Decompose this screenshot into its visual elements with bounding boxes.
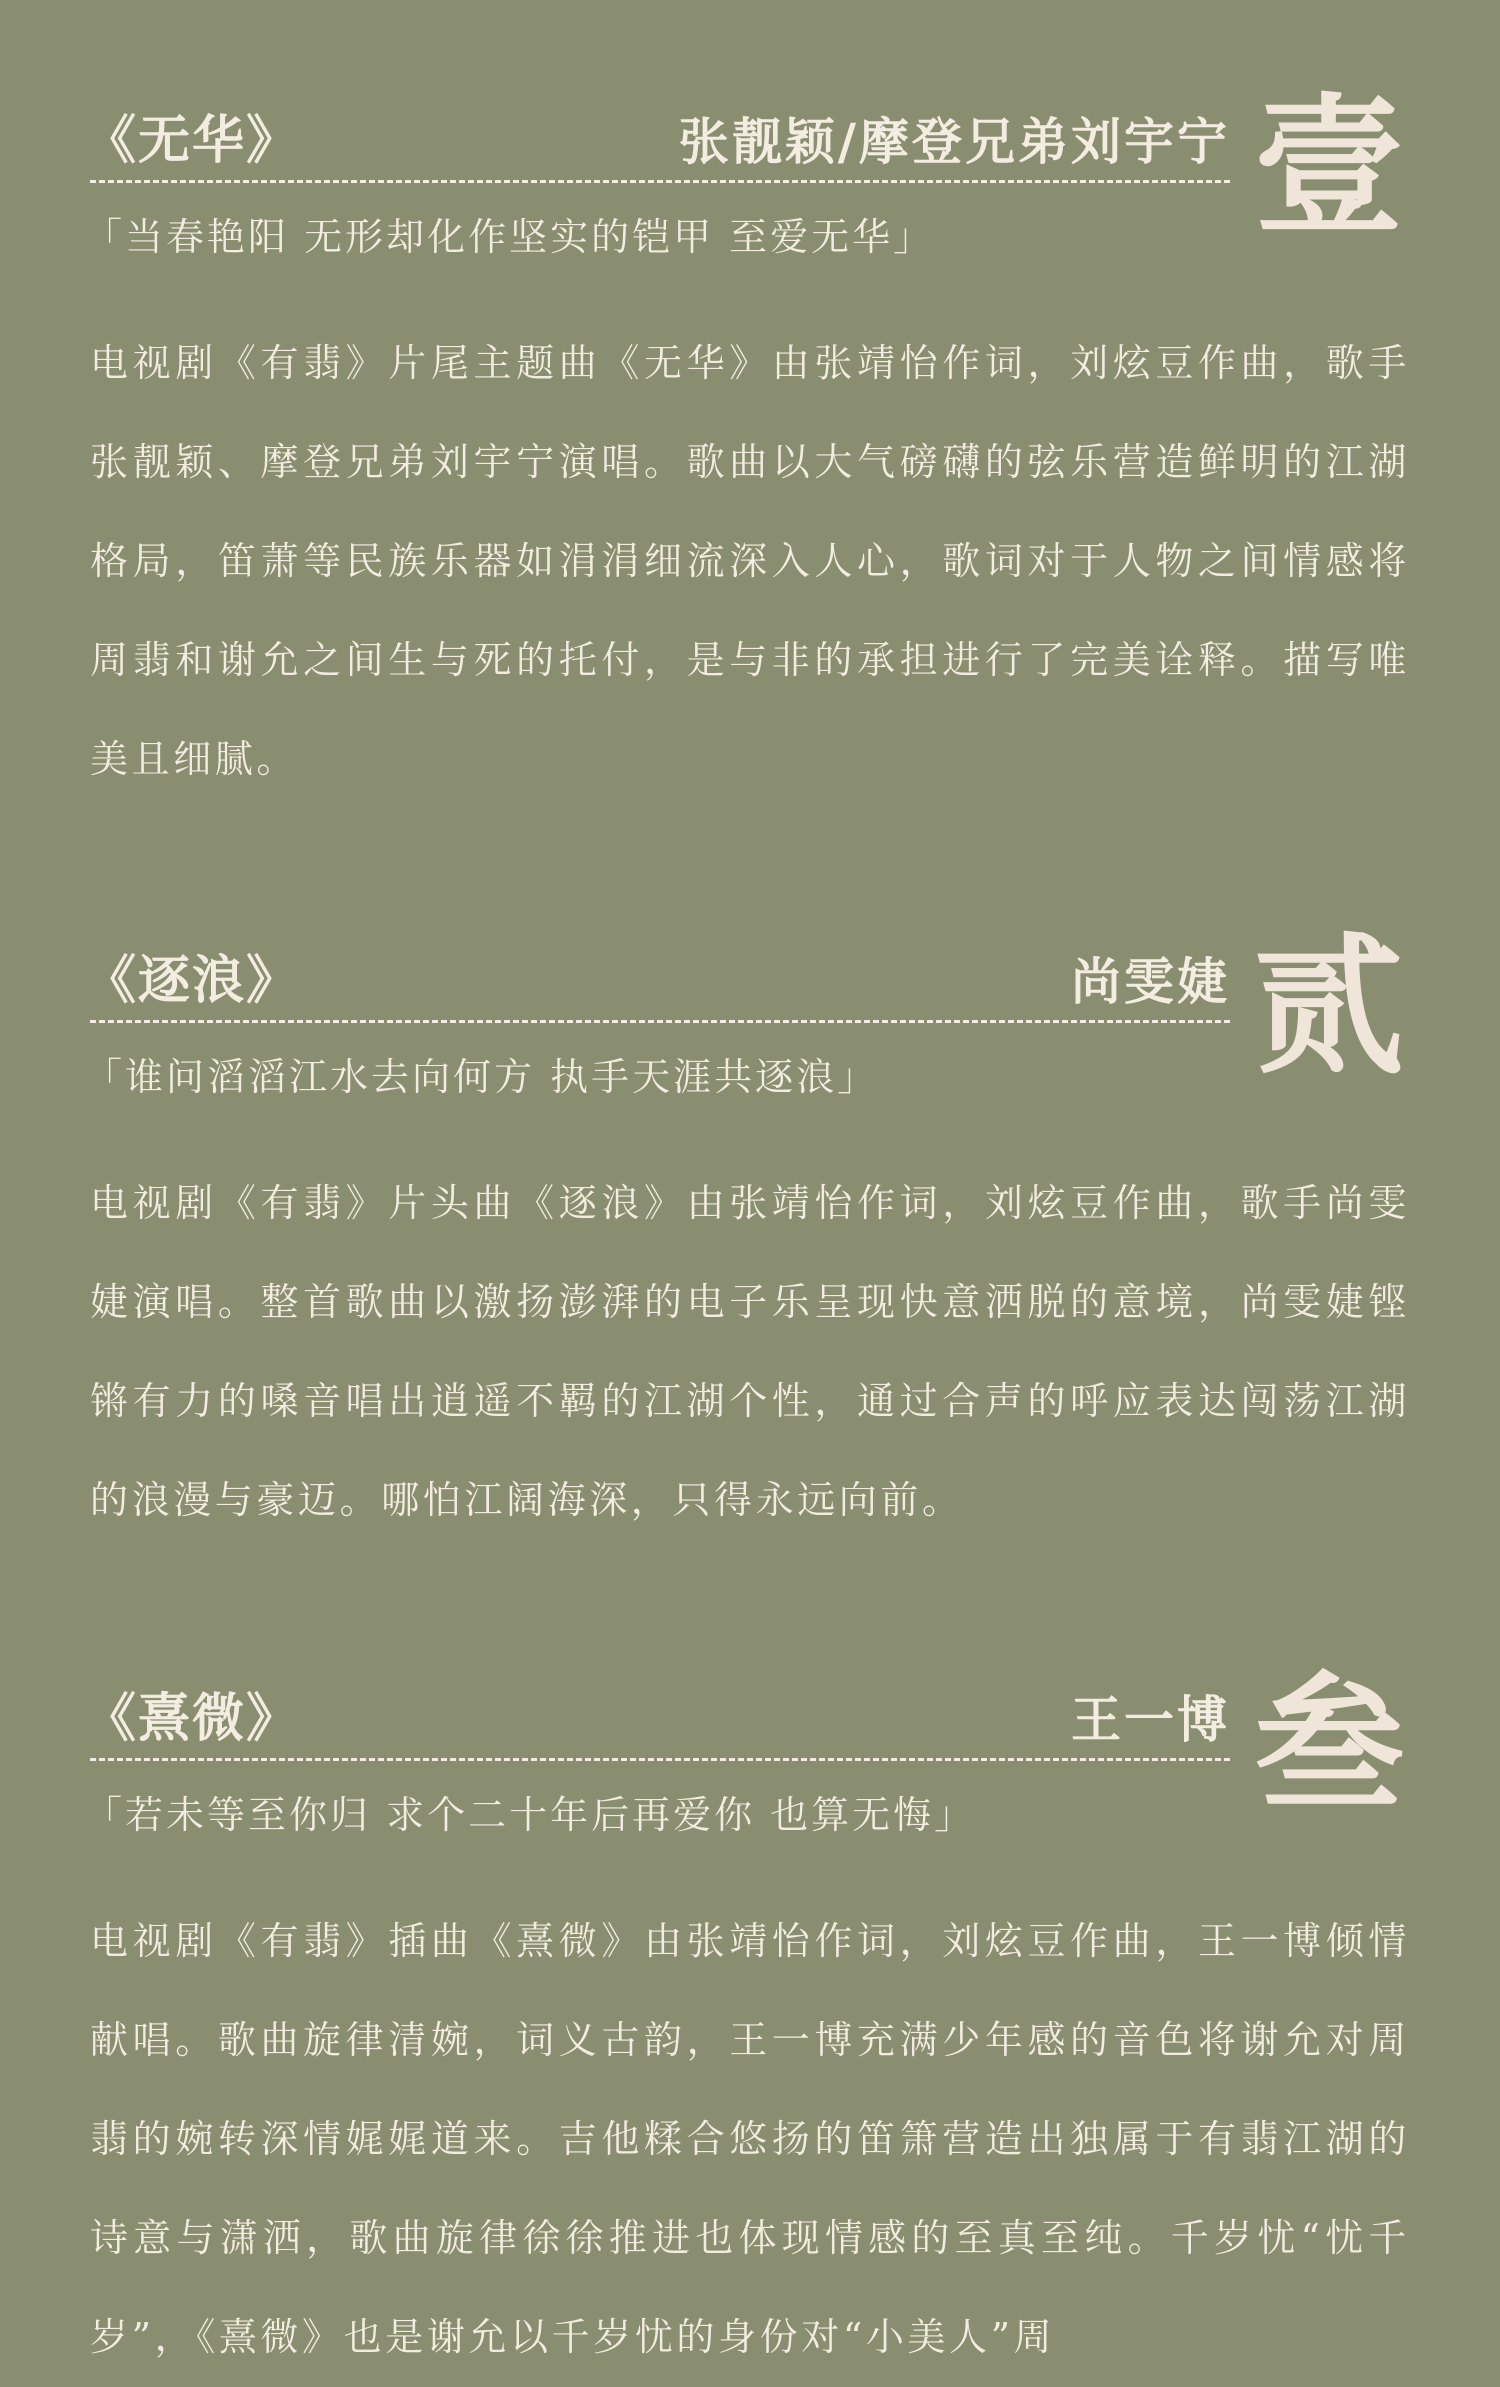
title-row	[84, 1666, 1230, 1752]
song-section-1	[84, 79, 1410, 781]
song-description: 电视剧《有翡》片头曲《逐浪》由张靖怡作词，刘炫豆作曲，歌手尚雯婕演唱。整首歌曲以激扬澎湃的电子乐呈现快意洒脱的意境，尚雯婕铿锵有力的嗓音唱出逍遥不羁的江湖个性，通过合声的呼应表达闯荡江湖的浪漫与豪迈。哪怕江阔海深，只得永远向前。	[90, 1181, 1410, 1522]
lyric-quote: 「若未等至你归 求个二十年后再爱你 也算无悔」	[84, 1793, 976, 1837]
singer-name: 王一博	[1071, 1690, 1230, 1749]
dashed-divider	[90, 180, 1230, 183]
song-section-2	[84, 919, 1410, 1522]
section-numeral: 壹	[1253, 79, 1404, 255]
title-row	[84, 88, 1230, 174]
dashed-divider	[90, 1758, 1230, 1761]
lyric-quote: 「谁问滔滔江水去向何方 执手天涯共逐浪」	[84, 1055, 879, 1099]
singer-name: 张靓颖/摩登兄弟刘宇宁	[678, 112, 1230, 171]
singer-name: 尚雯婕	[1071, 952, 1230, 1011]
section-numeral: 贰	[1253, 919, 1404, 1095]
lyric-quote: 「当春艳阳 无形却化作坚实的铠甲 至爱无华」	[84, 215, 935, 259]
title-row	[84, 928, 1230, 1014]
song-title: 《逐浪》	[84, 950, 301, 1011]
song-section-3	[84, 1657, 1410, 2359]
song-title: 《无华》	[84, 110, 301, 171]
song-title: 《熹微》	[84, 1688, 301, 1749]
dashed-divider	[90, 1020, 1230, 1023]
section-numeral: 叁	[1253, 1657, 1404, 1833]
song-description: 电视剧《有翡》插曲《熹微》由张靖怡作词，刘炫豆作曲，王一博倾情献唱。歌曲旋律清婉，词义古韵，王一博充满少年感的音色将谢允对周翡的婉转深情娓娓道来。吉他糅合悠扬的笛箫营造出独属于有翡江湖的诗意与潇洒，歌曲旋律徐徐推进也体现情感的至真至纯。千岁忧“忧千岁”，《熹微》也是谢允以千岁忧的身份对“小美人”周	[90, 1919, 1410, 2359]
song-description: 电视剧《有翡》片尾主题曲《无华》由张靖怡作词，刘炫豆作曲，歌手张靓颖、摩登兄弟刘宇宁演唱。歌曲以大气磅礴的弦乐营造鲜明的江湖格局，笛萧等民族乐器如涓涓细流深入人心，歌词对于人物之间情感将周翡和谢允之间生与死的托付，是与非的承担进行了完美诠释。描写唯美且细腻。	[90, 341, 1410, 781]
